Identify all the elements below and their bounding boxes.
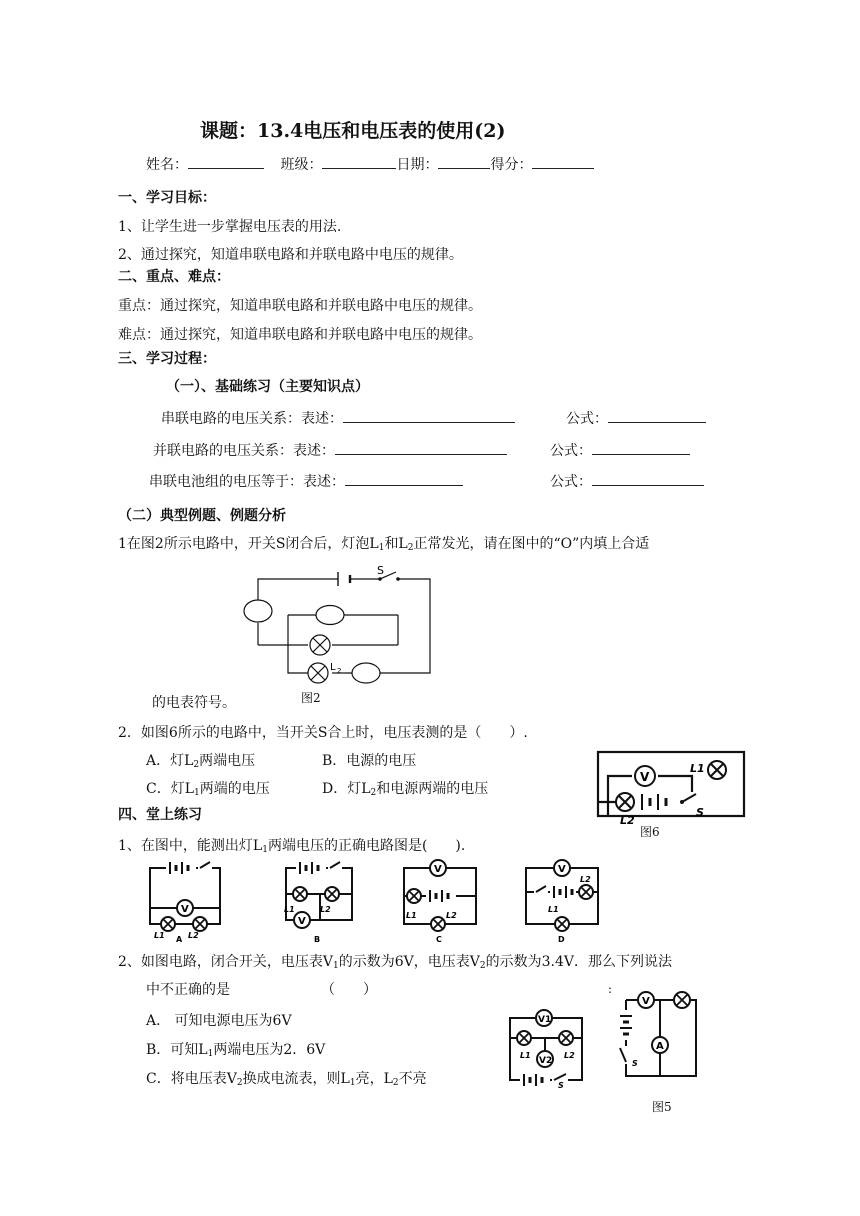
pq2-text: 的示数为3.4V．那么下列说法 [485,954,673,970]
series-voltage-row [161,408,515,428]
pq2-sub: 2 [479,961,486,971]
svg-text:V1: V1 [538,1015,552,1025]
section-heading-goals: 一、学习目标： [118,190,216,206]
lamp-l2-subscript: 2 [337,667,342,675]
option-label: A [176,935,183,944]
figure-2-circuit [238,563,438,693]
circuit-option-c[interactable] [398,856,482,942]
q1-text: 正常发光，请在图中的“O”内填上合适 [413,536,650,552]
battery-voltage-label: 串联电池组的电压等于：表述： [149,474,345,490]
parallel-formula-label: 公式： [550,443,592,459]
option-label: B [314,935,321,944]
section-heading-key-points: 二、重点、难点： [118,269,230,285]
svg-text:V2: V2 [539,1056,553,1066]
q1-sub: 2 [407,543,414,553]
subsection-examples: （二）典型例题、例题分析 [118,508,286,524]
page-title: 课题：13.4电压和电压表的使用(2) [200,120,506,142]
goal-item-2: 2、通过探究，知道串联电路和并联电路中电压的规律。 [118,247,463,263]
lamp-l2-icon [308,663,328,683]
score-blank[interactable] [532,154,594,169]
switch-icon [328,862,342,874]
q2-option-c[interactable] [146,780,270,798]
pq2-option-b-sub: 1 [207,1049,214,1059]
lamp-l1-icon [310,635,330,655]
voltmeter-v2-icon [537,1051,553,1067]
figure-5-caption: 图5 [652,1100,672,1114]
battery-icon [550,884,576,900]
battery-icon [520,1072,550,1088]
key-point-text: 重点：通过探究，知道串联电路和并联电路中电压的规律。 [118,298,482,314]
svg-text:L1: L1 [154,931,165,940]
series-statement-blank[interactable] [343,408,515,423]
svg-text:S: S [696,806,704,819]
svg-text:V: V [640,770,650,784]
pq2-option-b-text: B．可知L [146,1042,208,1058]
battery-icon [618,1010,634,1040]
svg-text:S: S [558,1081,564,1090]
q2-option-d-text: D．灯L [322,781,371,797]
parallel-statement-blank[interactable] [335,440,507,455]
series-formula-row [566,408,706,428]
q1-text: 和L [384,536,408,552]
circuit-option-a[interactable] [146,858,226,942]
voltmeter-icon [430,860,446,876]
svg-text:L2: L2 [580,875,591,884]
battery-statement-blank[interactable] [345,471,463,486]
option-label: D [558,935,565,944]
voltmeter-icon [177,900,193,916]
q1-sub: 1 [378,543,385,553]
battery-voltage-row [149,471,463,491]
circuit-option-b[interactable] [280,858,360,942]
svg-text:L2: L2 [320,905,331,914]
meter-blank-left[interactable] [244,600,272,622]
student-info-row [146,154,594,174]
pq2-option-b[interactable] [146,1041,325,1059]
name-label: 姓名： [146,157,188,173]
battery-icon [166,860,196,876]
switch-label: S [377,564,384,577]
q2-option-a[interactable] [146,752,255,770]
subsection-basic-practice: （一）、基础练习（主要知识点） [166,379,369,395]
svg-text:V: V [181,904,189,915]
svg-text:L1: L1 [520,1051,531,1060]
q2-option-a-sub: 2 [193,760,200,770]
meter-blank-top[interactable] [316,606,344,625]
pq2-option-c-text: C．将电压表V [146,1071,237,1087]
battery-icon [426,888,456,904]
score-label: 得分： [490,157,533,173]
svg-text:V: V [298,916,306,927]
svg-text:A: A [656,1041,664,1052]
name-blank[interactable] [188,154,264,169]
voltmeter-icon [635,766,655,786]
circuit-option-d[interactable] [522,856,604,942]
parallel-formula-blank[interactable] [592,440,690,455]
date-label: 日期： [396,157,439,173]
q2-option-d-sub: 2 [370,788,377,798]
battery-icon [636,794,680,810]
figure-2-caption: 图2 [301,691,321,705]
pq2-option-c-text: 不亮 [398,1071,427,1087]
voltmeter-icon [554,860,570,876]
switch-icon [680,792,700,806]
lamp-l2-icon [616,793,634,811]
svg-text:L2: L2 [564,1051,575,1060]
practice-question-1 [118,837,465,855]
practice-question-2 [118,953,672,971]
svg-text:L1: L1 [548,905,559,914]
q2-option-c-text: C．灯L [146,781,195,797]
parallel-voltage-row [153,440,507,460]
q2-option-a-text: 两端电压 [199,753,256,769]
voltmeter-icon [294,912,310,928]
class-blank[interactable] [322,154,396,169]
ammeter-icon [652,1037,668,1053]
meter-blank-bottom[interactable] [352,663,380,683]
figure-5-circuit [612,990,704,1082]
svg-text:L1: L1 [690,762,705,775]
pq1-sub: 1 [262,845,268,855]
switch-icon [198,862,212,874]
pq2-sub: 1 [333,961,339,971]
q2-option-b[interactable]: B．电源的电压 [322,753,417,769]
parallel-formula-row [550,440,690,460]
voltmeter-icon [638,992,654,1008]
parallel-voltage-label: 并联电路的电压关系：表述： [153,443,335,459]
pq2-option-c[interactable] [146,1070,427,1088]
pq2-option-c-sub: 2 [236,1078,243,1088]
q2-option-c-sub: 1 [194,788,200,798]
svg-text:V: V [434,864,442,875]
pq2-text: 2、如图电路，闭合开关，电压表V [118,954,334,970]
q1-tail-text: 的电表符号。 [152,695,236,711]
option-label: C [436,935,442,944]
figure-6-circuit [592,746,752,826]
date-blank[interactable] [438,154,490,169]
switch-icon [534,884,548,898]
pq1-text: 两端电压的正确电路图是( ). [267,838,466,854]
pq2-option-c-sub: 2 [392,1078,399,1088]
svg-text:V: V [642,996,650,1007]
pq2-option-c-text: 换成电流表，则L [242,1071,350,1087]
svg-text:L2: L2 [188,931,199,940]
svg-text:L1: L1 [284,905,295,914]
series-formula-blank[interactable] [608,408,706,423]
section-heading-practice: 四、堂上练习 [118,807,202,823]
colon-mark: : [608,982,613,996]
practice-q2-circuit [504,1004,590,1090]
battery-formula-blank[interactable] [592,471,704,486]
example-question-2: 2．如图6所示的电路中，当开关S合上时，电压表测的是（ ）. [118,725,528,741]
series-voltage-label: 串联电路的电压关系：表述： [161,411,343,427]
pq2-option-c-sub: 1 [349,1078,356,1088]
class-label: 班级： [280,157,323,173]
q2-option-d-text: 和电源两端的电压 [376,781,489,797]
q2-option-c-text: 两端的电压 [199,781,270,797]
svg-text:V: V [558,864,566,875]
lamp-l2-label: L [330,662,336,673]
lamp-icon [674,992,690,1008]
svg-text:L2: L2 [446,911,457,920]
q1-text: 1在图2所示电路中，开关S闭合后，灯泡L [118,536,379,552]
pq2-text: 的示数为6V，电压表V [338,954,480,970]
svg-text:L1: L1 [406,911,417,920]
series-formula-label: 公式： [566,411,608,427]
battery-icon [296,860,326,876]
difficult-point-text: 难点：通过探究，知道串联电路和并联电路中电压的规律。 [118,327,482,343]
pq2-option-b-text: 两端电压为2．6V [213,1042,326,1058]
battery-formula-label: 公式： [550,474,592,490]
q2-option-a-text: A．灯L [146,753,194,769]
voltmeter-v1-icon [536,1010,552,1026]
section-heading-process: 三、学习过程： [118,351,216,367]
svg-text:L2: L2 [620,814,635,827]
goal-item-1: 1、让学生进一步掌握电压表的用法. [118,219,342,235]
battery-formula-row [550,471,704,491]
pq2-option-c-text: 亮，L [355,1071,393,1087]
figure-6-caption: 图6 [640,825,660,839]
lamp-l1-icon [708,761,726,779]
pq2-option-a[interactable]: A． 可知电源电压为6V [146,1013,292,1029]
example-question-1 [118,535,649,553]
practice-question-2-line2: 中不正确的是 （ ） [146,982,377,998]
q2-option-d[interactable] [322,780,488,798]
svg-text:S: S [632,1059,638,1068]
pq1-text: 1、在图中，能测出灯L [118,838,263,854]
